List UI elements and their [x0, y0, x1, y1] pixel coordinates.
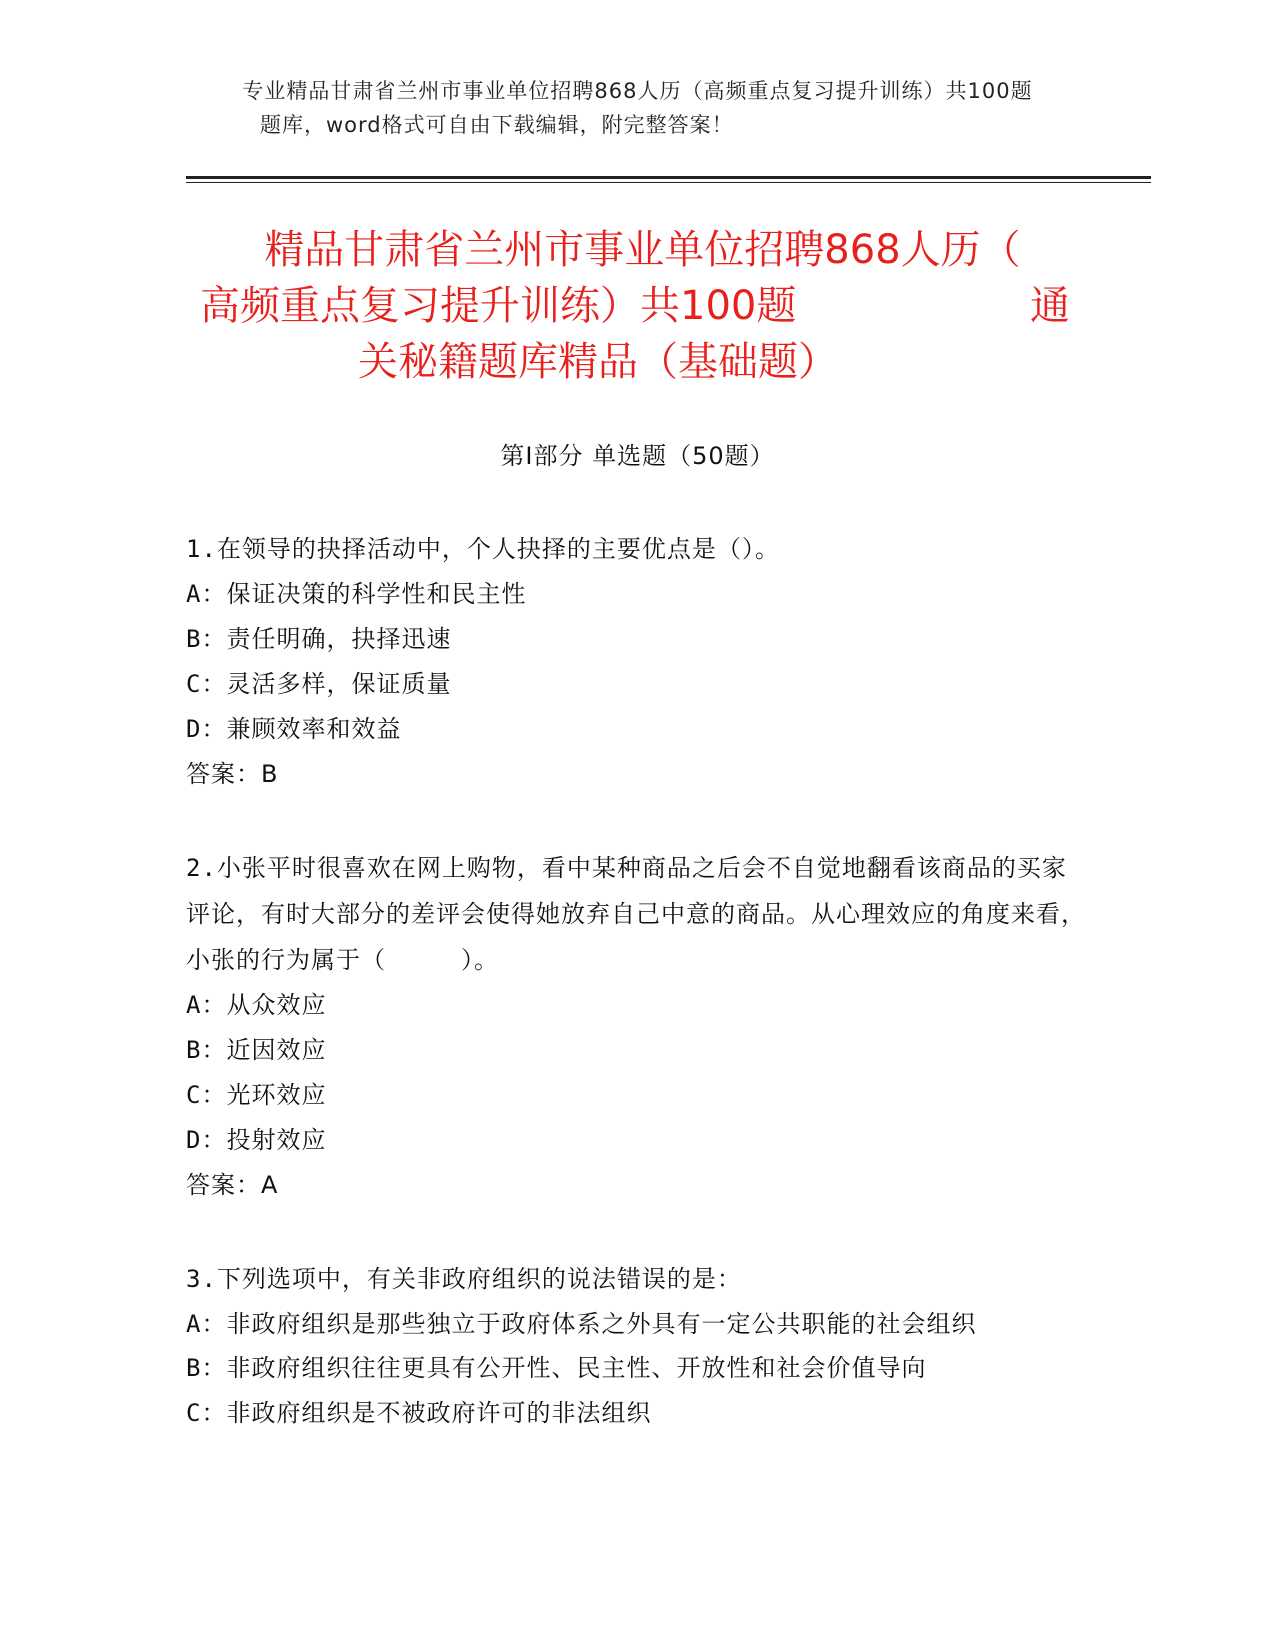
option-c: C：光环效应 [186, 1081, 327, 1109]
option-b: B：近因效应 [186, 1036, 327, 1064]
option-b: B：非政府组织往往更具有公开性、民主性、开放性和社会价值导向 [186, 1354, 927, 1382]
question-1 [186, 526, 1086, 797]
document-title [0, 222, 1275, 390]
option-a: A：从众效应 [186, 991, 327, 1019]
option-a: A：保证决策的科学性和民主性 [186, 580, 527, 608]
header-line-2: 题库，word格式可自由下载编辑，附完整答案！ [260, 113, 734, 137]
section-heading: 第Ⅰ部分 单选题（50题） [500, 442, 775, 470]
question-stem: 1.在领导的抉择活动中，个人抉择的主要优点是（）。 [186, 535, 780, 563]
answer: 答案：A [186, 1171, 279, 1199]
title-line-3: 关秘籍题库精品（基础题） [358, 339, 838, 385]
document-header [0, 74, 1275, 142]
header-line-1: 专业精品甘肃省兰州市事业单位招聘868人历（高频重点复习提升训练）共100题 [242, 79, 1033, 103]
title-line-2 [0, 278, 1070, 334]
option-a: A：非政府组织是那些独立于政府体系之外具有一定公共职能的社会组织 [186, 1310, 977, 1338]
question-stem: 3.下列选项中，有关非政府组织的说法错误的是： [186, 1265, 742, 1293]
question-2 [186, 845, 1086, 1208]
answer: 答案：B [186, 760, 279, 788]
title-line-1: 精品甘肃省兰州市事业单位招聘868人历（ [264, 227, 1021, 273]
question-list [186, 526, 1086, 1484]
question-stem: 2.小张平时很喜欢在网上购物，看中某种商品之后会不自觉地翻看该商品的买家评论，有时大部分的差评会使得她放弃自己中意的商品。从心理效应的角度来看，小张的行为属于（ ）。 [186, 854, 1086, 974]
title-line-2-text: 高频重点复习提升训练）共100题 [200, 283, 797, 329]
header-rule-thin [186, 182, 1151, 183]
option-c: C：灵活多样，保证质量 [186, 670, 452, 698]
title-line-2-tail: 通 [1030, 283, 1070, 329]
option-d: D：投射效应 [186, 1126, 327, 1154]
option-b: B：责任明确，抉择迅速 [186, 625, 452, 653]
option-c: C：非政府组织是不被政府许可的非法组织 [186, 1399, 652, 1427]
question-3 [186, 1256, 1086, 1436]
header-rule-thick [186, 176, 1151, 179]
option-d: D：兼顾效率和效益 [186, 715, 402, 743]
